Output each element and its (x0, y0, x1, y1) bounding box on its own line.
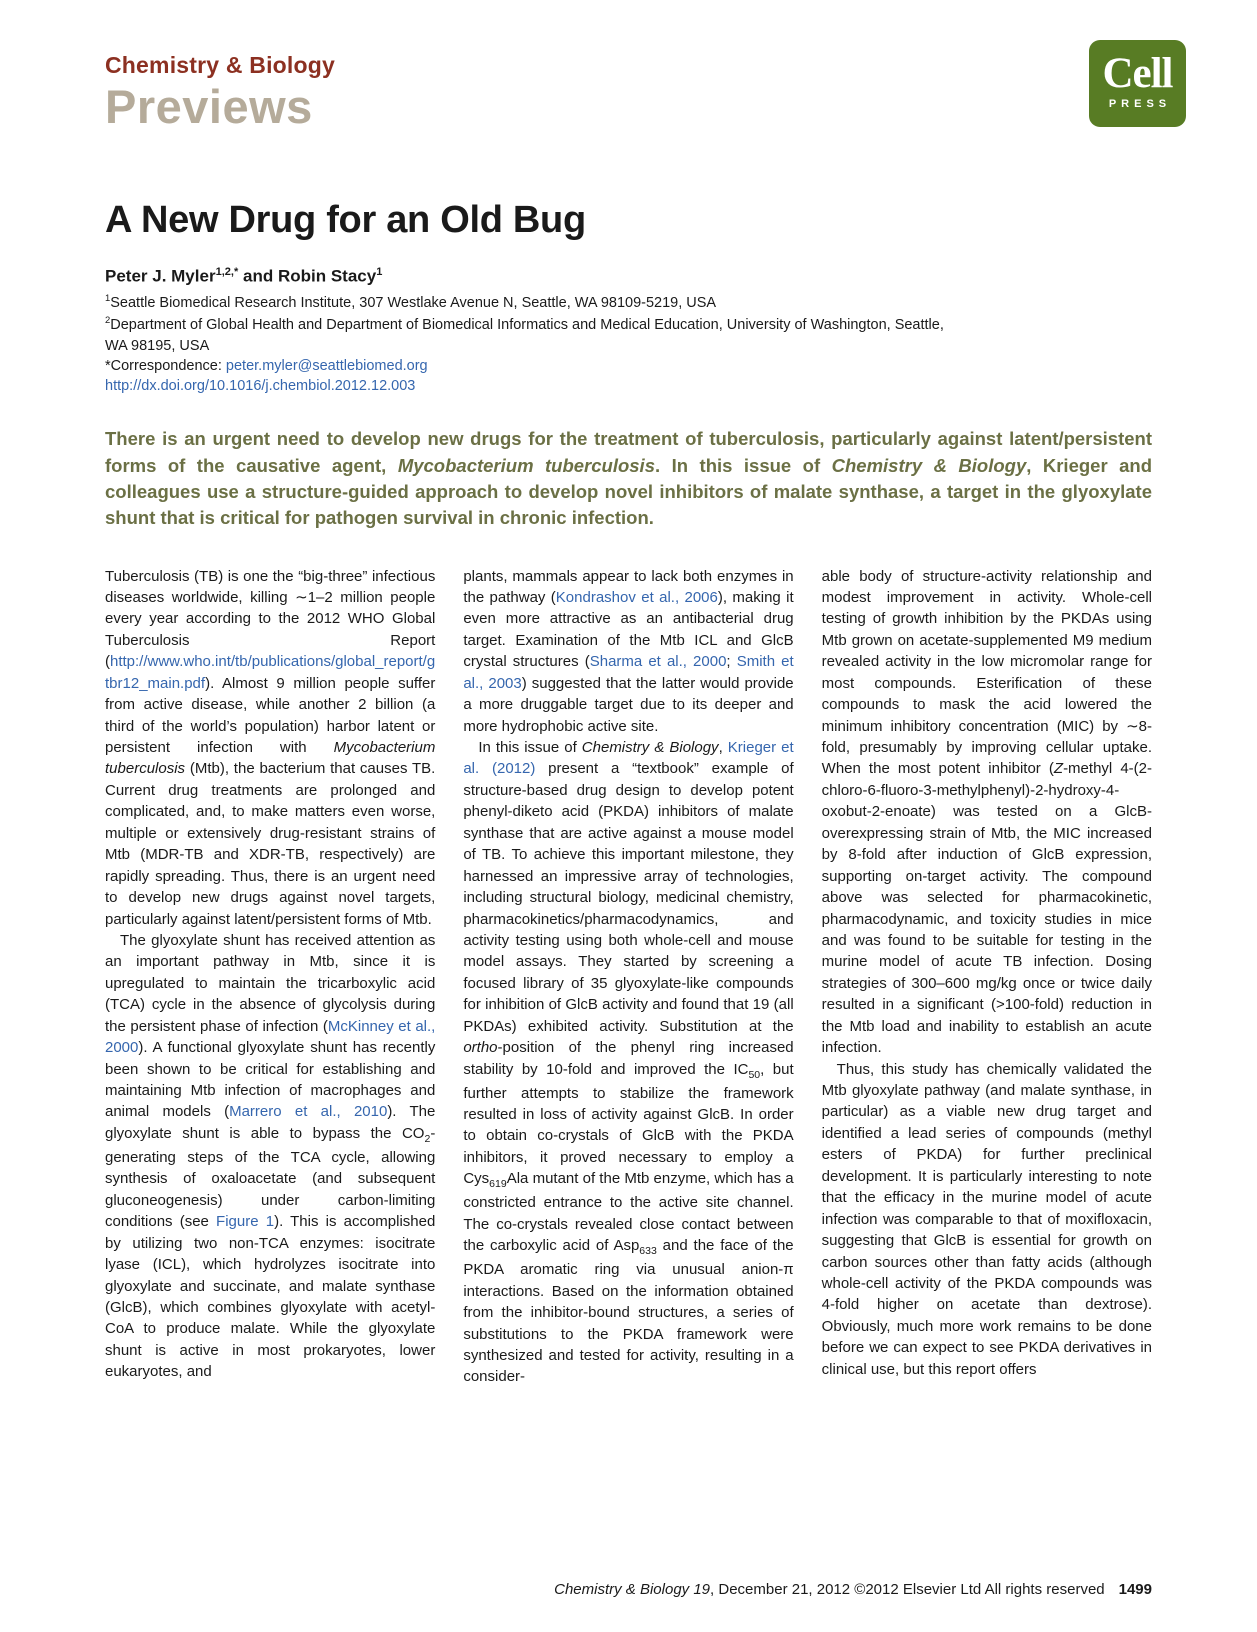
text-segment: Department of Global Health and Department of Biomedical Informatics and Medical Education, University of Washington, Seattle, (110, 317, 944, 334)
doi-link[interactable]: http://dx.doi.org/10.1016/j.chembiol.2012.12.003 (105, 378, 416, 395)
author-line (105, 266, 1152, 287)
text-segment: , (718, 739, 728, 757)
body-column-3 (822, 566, 1152, 1388)
citation-marrero-2010[interactable]: Marrero et al., 2010 (229, 1103, 388, 1121)
page-number: 1499 (1118, 1581, 1152, 1598)
text-segment: . In this issue of (655, 454, 832, 476)
citation-smith-2003[interactable]: Smith et al., 2003 (463, 653, 794, 692)
text-segment: 19 (693, 1581, 711, 1598)
text-segment: 50 (748, 1068, 761, 1081)
text-segment: (Mtb), the bacterium that causes TB. Current drug treatments are prolonged and complicated, and, to make matters even worse, multiple or extensively drug-resistant strains of Mtb (MDR-TB and XDR-TB, respectively) are rapidly spreading. Thus, there is an urgent need to develop new drugs against novel targets, particularly against latent/persistent forms of Mtb. (105, 760, 436, 928)
affiliation-2-cont (105, 336, 1152, 356)
affiliations-block (105, 291, 1152, 396)
text-segment: , but further attempts to stabilize the framework resulted in loss of activity against GlcB. In order to obtain co-crystals of GlcB with the PKDA inhibitors, it proved necessary to employ a Cys (463, 1060, 794, 1188)
paragraph (105, 566, 435, 930)
article-title: A New Drug for an Old Bug (105, 198, 586, 241)
text-segment: ; (726, 653, 737, 671)
text-segment: Mycobacterium tuberculosis (105, 739, 436, 778)
text-segment: Tuberculosis (TB) is one the “big-three” infectious diseases worldwide, killing ∼1–2 million people every year according to the 2012 WHO Global Tuberculosis Report ( (105, 567, 436, 671)
text-segment: Z (1053, 760, 1064, 778)
text-segment: and Robin Stacy (238, 266, 377, 286)
press-logo-text: PRESS (1108, 98, 1172, 110)
citation-sharma-2000[interactable]: Sharma et al., 2000 (589, 653, 727, 671)
text-segment: and the face of the PKDA aromatic ring via unusual anion-π interactions. Based on the information obtained from the inhibitor-bound structures, a series of substitutions to the PKDA framework were synthesized and tested for activity, resulting in a consider- (463, 1237, 794, 1386)
who-report-link[interactable]: http://www.who.int/tb/publications/global_report/gtbr12_main.pdf (105, 653, 436, 692)
text-segment: ortho (463, 1039, 498, 1057)
paragraph (822, 566, 1152, 1059)
author-names (105, 266, 1152, 287)
citation-kondrashov-2006[interactable]: Kondrashov et al., 2006 (555, 588, 718, 606)
text-segment: ). This is accomplished by utilizing two non-TCA enzymes: isocitrate lyase (ICL), which hydrolyzes isocitrate into glyoxylate and succinate, and malate synthase (GlcB), which combines glyoxylate with acetyl-CoA to produce malate. While the glyoxylate shunt is active in most prokaryotes, lower eukaryotes, and (105, 1213, 436, 1381)
text-segment: ). Almost 9 million people suffer from active disease, while another 2 billion (a third of the world’s population) harbor latent or persistent infection with (105, 674, 436, 757)
text-segment: Peter J. Myler (105, 266, 216, 286)
text-segment: In this issue of (478, 739, 582, 757)
text-segment: Seattle Biomedical Research Institute, 307 Westlake Avenue N, Seattle, WA 98109-5219, USA (110, 295, 717, 312)
page-footer (105, 1581, 1152, 1598)
text-segment: 619 (489, 1178, 507, 1191)
article-body (105, 566, 1152, 1388)
text-segment: ). The glyoxylate shunt is able to bypass the CO (105, 1103, 436, 1142)
citation-krieger-2012[interactable]: Krieger et al. (2012) (463, 739, 794, 778)
text-segment: present a “textbook” example of structure-based drug design to develop potent phenyl-diketo acid (PKDA) inhibitors of malate synthase that are active against a mouse model of TB. To achieve this important milestone, they harnessed an impressive array of technologies, including structural biology, medicinal chemistry, pharmacokinetics/pharmacodynamics, and activity testing using both whole-cell and mouse model assays. They started by screening a focused library of 35 glyoxylate-like compounds for inhibition of GlcB activity and found that 19 (all PKDAs) exhibited activity. Substitution at the (463, 760, 794, 1035)
doi-line (105, 376, 1152, 396)
cell-logo-text: Cell (1102, 50, 1173, 97)
correspondence-email-link[interactable]: peter.myler@seattlebiomed.org (225, 357, 428, 374)
text-segment: Chemistry & Biology (831, 454, 1027, 476)
text-segment: The glyoxylate shunt has received attention as an important pathway in Mtb, since it is upregulated to maintain the tricarboxylic acid (TCA) cycle in the absence of glycolysis during the persistent phase of infection ( (105, 931, 436, 1035)
text-segment: 2 (424, 1132, 431, 1145)
paragraph (105, 930, 435, 1383)
text-segment: There is an urgent need to develop new drugs for the treatment of tuberculosis, particularly against latent/persistent forms of the causative agent, (105, 428, 1152, 476)
paragraph (822, 1059, 1152, 1381)
text-segment: WA 98195, USA (105, 337, 210, 354)
journal-name: Chemistry & Biology (105, 52, 336, 78)
paragraph (463, 566, 793, 738)
text-segment: ). A functional glyoxylate shunt has recently been shown to be critical for establishing and maintaining Mtb infection of macrophages and animal models ( (105, 1039, 436, 1121)
affiliation-1 (105, 291, 1152, 313)
affiliation-2 (105, 313, 1152, 335)
section-title-previews: Previews (105, 80, 313, 133)
text-segment: -generating steps of the TCA cycle, allowing synthesis of oxaloacetate (and subsequent gluconeogenesis) under carbon-limiting conditions (see (105, 1124, 436, 1231)
text-segment: 1 (105, 292, 111, 304)
text-segment: *Correspondence: (105, 357, 226, 374)
article-head (105, 199, 1152, 397)
paragraph (463, 737, 793, 1388)
citation-mckinney-2000[interactable]: McKinney et al., 2000 (105, 1017, 436, 1057)
abstract (105, 426, 1152, 531)
figure-1-link[interactable]: Figure 1 (216, 1213, 275, 1231)
abstract-paragraph (105, 426, 1152, 531)
body-column-1 (105, 566, 435, 1388)
text-segment: Chemistry & Biology (554, 1581, 694, 1598)
text-segment: 633 (639, 1245, 657, 1258)
text-segment: Chemistry & Biology (581, 739, 719, 757)
text-segment: Mycobacterium tuberculosis (397, 454, 655, 476)
text-segment: 1 (376, 265, 383, 278)
text-segment: , December 21, 2012 ©2012 Elsevier Ltd All rights reserved (710, 1581, 1105, 1598)
text-segment: Ala mutant of the Mtb enzyme, which has a constricted entrance to the active site channel. The co-crystals revealed close contact between the carboxylic acid of Asp (463, 1170, 794, 1255)
page-header (105, 50, 1173, 133)
cell-press-logo (1089, 40, 1186, 127)
footer-line (105, 1581, 1152, 1598)
text-segment: 1,2,* (215, 265, 239, 278)
text-segment: Thus, this study has chemically validated the Mtb glyoxylate pathway (and malate synthase, in particular) as a viable new drug target and identified a lead series of compounds (methyl esters of PKDA) for further preclinical development. It is particularly interesting to note that the efficacy in the murine model of acute infection was comparable to that of moxifloxacin, suggesting that GlcB is essential for growth on carbon sources other than fatty acids (although whole-cell activity of the PKDA compounds was 4-fold higher on acetate than dextrose). Obviously, much more work remains to be done before we can expect to see PKDA derivatives in clinical use, but this report offers (821, 1060, 1152, 1378)
text-segment: 2 (105, 314, 111, 326)
text-segment: plants, mammals appear to lack both enzymes in the pathway ( (463, 567, 794, 606)
body-column-2 (463, 566, 793, 1388)
text-segment: able body of structure-activity relationship and modest improvement in activity. Whole-cell testing of growth inhibition by the PKDAs using Mtb grown on acetate-supplemented M9 medium revealed activity in the low micromolar range for most compounds. Esterification of these compounds to mask the acid lowered the minimum inhibitory concentration (MIC) by ∼8-fold, presumably by improving cellular uptake. When the most potent inhibitor ( (821, 567, 1152, 778)
text-segment: -position of the phenyl ring increased stability by 10-fold and improved the IC (463, 1039, 794, 1078)
text-segment: , Krieger and colleagues use a structure-guided approach to develop novel inhibitors of malate synthase, a target in the glyoxylate shunt that is critical for pathogen survival in chronic infection. (105, 454, 1153, 529)
text-segment: -methyl 4-(2-chloro-6-fluoro-3-methylphenyl)-2-hydroxy-4-oxobut-2-enoate) was tested on a GlcB-overexpressing strain of Mtb, the MIC increased by 8-fold after induction of GlcB expression, supporting on-target activity. The compound above was selected for pharmacokinetic, pharmacodynamic, and toxicity studies in mice and was found to be suitable for testing in the murine model of acute TB infection. Dosing strategies of 300–600 mg/kg once or twice daily resulted in a significant (>100-fold) reduction in the Mtb load and inability to establish an acute infection. (821, 760, 1152, 1057)
correspondence-line (105, 356, 1152, 376)
text-segment: ) suggested that the latter would provide a more druggable target due to its deeper and more hydrophobic active site. (463, 674, 794, 735)
text-segment: ), making it even more attractive as an antibacterial drug target. Examination of the Mtb ICL and GlcB crystal structures ( (463, 588, 794, 671)
